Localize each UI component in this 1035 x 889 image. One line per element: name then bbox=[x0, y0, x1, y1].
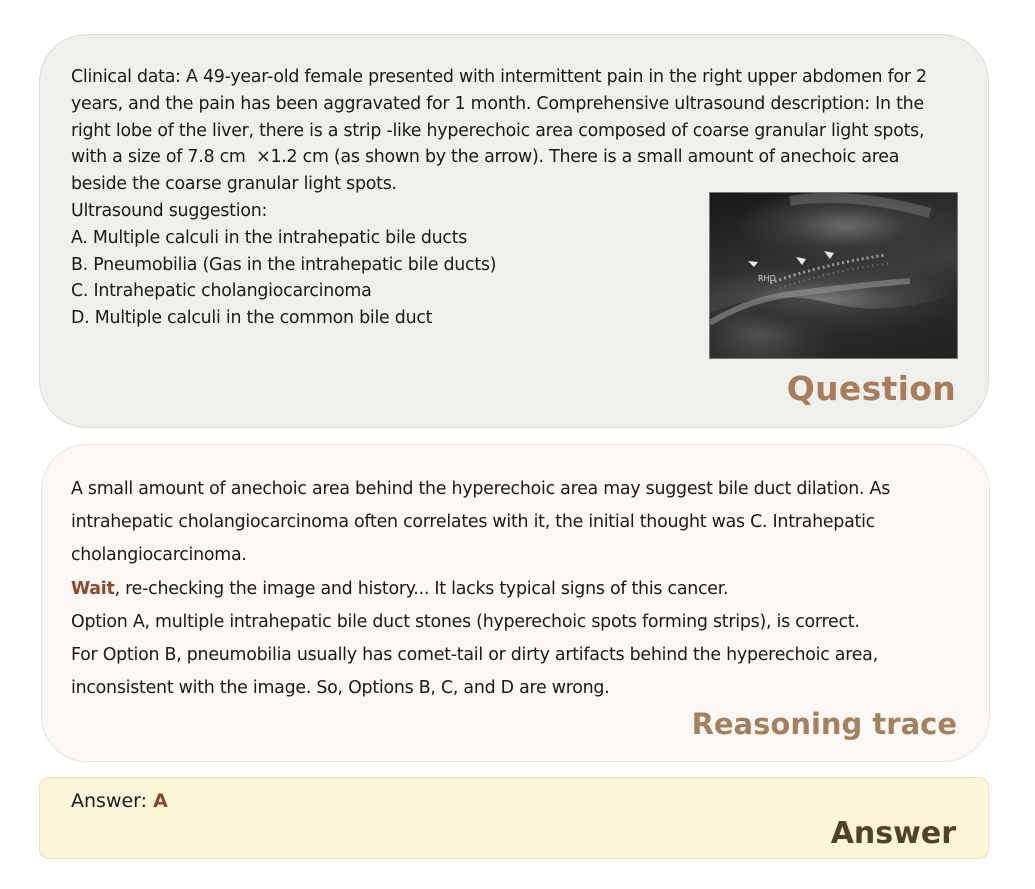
option-c: C. Intrahepatic cholangiocarcinoma bbox=[71, 281, 372, 302]
answer-value: A bbox=[153, 790, 168, 812]
reasoning-paragraph-4: For Option B, pneumobilia usually has comet-tail or dirty artifacts behind the hyperechoic area, inconsistent with the image. So, Options B, C, and D are wrong. bbox=[71, 645, 878, 699]
wait-keyword: Wait bbox=[71, 578, 115, 599]
question-label: Question bbox=[786, 369, 956, 408]
option-b: B. Pneumobilia (Gas in the intrahepatic bile ducts) bbox=[71, 254, 497, 275]
reasoning-text bbox=[71, 473, 961, 705]
option-d: D. Multiple calculi in the common bile duct bbox=[71, 308, 433, 329]
option-a: A. Multiple calculi in the intrahepatic bile ducts bbox=[71, 227, 468, 248]
answer-panel bbox=[39, 777, 989, 859]
image-marker: RHD bbox=[758, 274, 776, 283]
reasoning-paragraph-2 bbox=[71, 573, 961, 606]
answer-label: Answer bbox=[830, 816, 956, 851]
reasoning-panel bbox=[41, 444, 990, 762]
suggestion-heading: Ultrasound suggestion: bbox=[71, 200, 268, 221]
wait-rest: , re-checking the image and history... It lacks typical signs of this cancer. bbox=[114, 578, 729, 599]
reasoning-paragraph-3: Option A, multiple intrahepatic bile duct stones (hyperechoic spots forming strips), is correct. bbox=[71, 611, 860, 632]
reasoning-label: Reasoning trace bbox=[691, 707, 957, 741]
question-panel bbox=[39, 34, 989, 428]
ultrasound-description: Comprehensive ultrasound description: In the right lobe of the liver, there is a strip -like hyperechoic area composed of coarse granular light spots, with a size of 7.8 cm ×1.2 cm (as shown by the arrow). There is a small amount of anechoic area beside the coarse granular light spots. bbox=[71, 93, 925, 195]
answer-text bbox=[71, 786, 168, 816]
ultrasound-image bbox=[709, 192, 958, 359]
clinical-data: Clinical data: A 49-year-old female presented with intermittent pain in the right upper abdomen for 2 years, and the pain has been aggravated for 1 month. bbox=[71, 67, 927, 114]
reasoning-paragraph-1: A small amount of anechoic area behind the hyperechoic area may suggest bile duct dilation. As intrahepatic cholangiocarcinoma often correlates with it, the initial thought was C. Intrahepatic cholangiocarcinoma. bbox=[71, 479, 891, 566]
answer-prefix: Answer: bbox=[71, 790, 154, 812]
